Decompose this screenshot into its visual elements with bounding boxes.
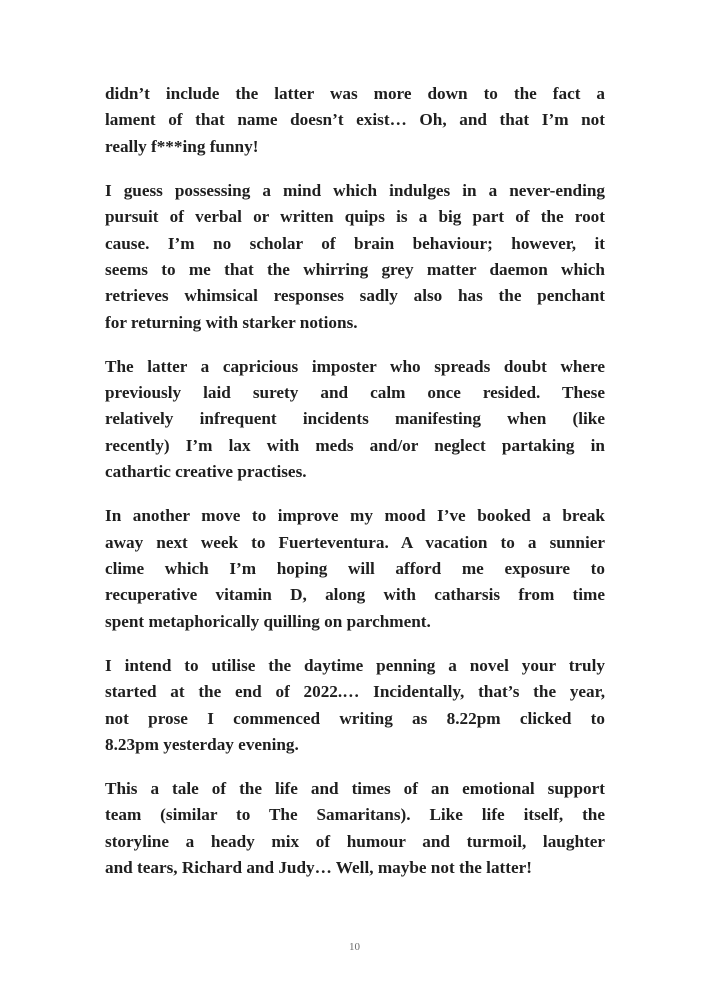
text-line: The latter a capricious imposter who spreads doubt where [105,356,605,376]
page-number: 10 [349,941,360,953]
text-line: for returning with starker notions. [105,312,358,332]
text-line: I intend to utilise the daytime penning a novel your truly [105,655,605,675]
text-line: This a tale of the life and times of an emotional support [105,778,605,798]
text-line: previously laid surety and calm once resided. These [105,383,605,403]
text-line: 8.23pm yesterday evening. [105,734,299,754]
text-line: cause. I’m no scholar of brain behaviour; however, it [105,233,605,253]
paragraph-4 [105,503,605,635]
text-line: recuperative vitamin D, along with catharsis from time [105,585,605,605]
paragraph-1 [105,81,605,160]
text-line: storyline a heady mix of humour and turmoil, laughter [105,831,605,851]
text-line: not prose I commenced writing as 8.22pm clicked to [105,708,605,728]
text-line: recently) I’m lax with meds and/or neglect partaking in [105,435,605,455]
text-line: cathartic creative practises. [105,462,307,482]
text-line: clime which I’m hoping will afford me exposure to [105,559,605,578]
text-line: I guess possessing a mind which indulges in a never-ending [105,180,605,200]
text-line: seems to me that the whirring grey matter daemon which [105,259,605,279]
text-line: and tears, Richard and Judy… Well, maybe not the latter! [105,858,532,878]
body-text [105,81,605,899]
text-line: pursuit of verbal or written quips is a big part of the root [105,207,605,227]
text-line: team (similar to The Samaritans). Like life itself, the [105,805,605,825]
text-line: lament of that name doesn’t exist… Oh, and that I’m not [105,110,605,130]
paragraph-2 [105,178,605,336]
paragraph-5 [105,653,605,759]
text-line: started at the end of 2022.… Incidentally, that’s the year, [105,682,605,702]
paragraph-3 [105,354,605,486]
text-line: really f***ing funny! [105,136,259,156]
text-line: retrieves whimsical responses sadly also has the penchant [105,286,605,306]
text-line: In another move to improve my mood I’ve booked a break [105,506,605,526]
text-line: relatively infrequent incidents manifesting when (like [105,409,605,429]
text-line: didn’t include the latter was more down to the fact a [105,84,605,103]
paragraph-6 [105,776,605,882]
text-line: away next week to Fuerteventura. A vacation to a sunnier [105,532,605,552]
text-line: spent metaphorically quilling on parchment. [105,611,431,631]
